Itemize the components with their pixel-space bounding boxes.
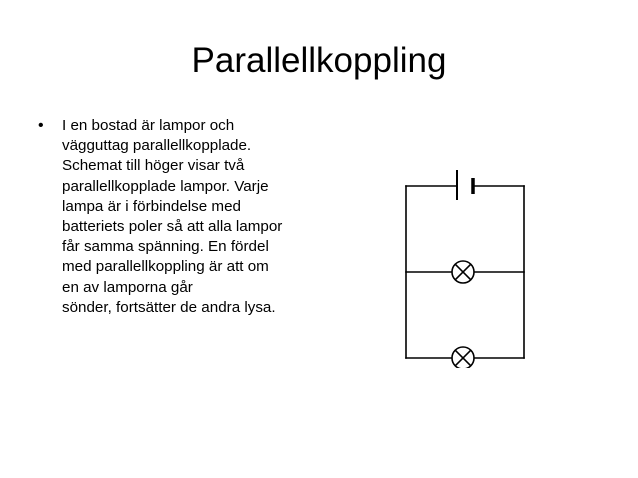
lamp-symbol: [452, 261, 474, 283]
bullet-text-line: en av lamporna går: [62, 278, 193, 296]
bullet-text-line: med parallellkoppling är att om: [62, 258, 269, 276]
battery-symbol: [457, 170, 473, 200]
bullet-text-line: vägguttag parallellkopplade.: [62, 137, 252, 155]
bullet-text-line: I en bostad är lampor och: [62, 117, 235, 134]
bullet-text-line: batteriets poler så att alla lampor: [62, 218, 283, 236]
parallel-circuit-diagram: [396, 168, 536, 368]
bullet-text-line: parallellkopplade lampor. Varje: [62, 177, 269, 195]
bullet-text-line: lampa är i förbindelse med: [62, 197, 241, 215]
bullet-text-line: Schemat till höger visar två: [62, 157, 245, 175]
bullet-marker: •: [38, 117, 44, 134]
bullet-text-line: får samma spänning. En fördel: [62, 238, 269, 256]
slide-title: Parallellkoppling: [191, 41, 447, 80]
bullet-text: [62, 116, 338, 318]
lamp-symbol: [452, 347, 474, 368]
bullet-text-line: sönder, fortsätter de andra lysa.: [62, 298, 276, 316]
